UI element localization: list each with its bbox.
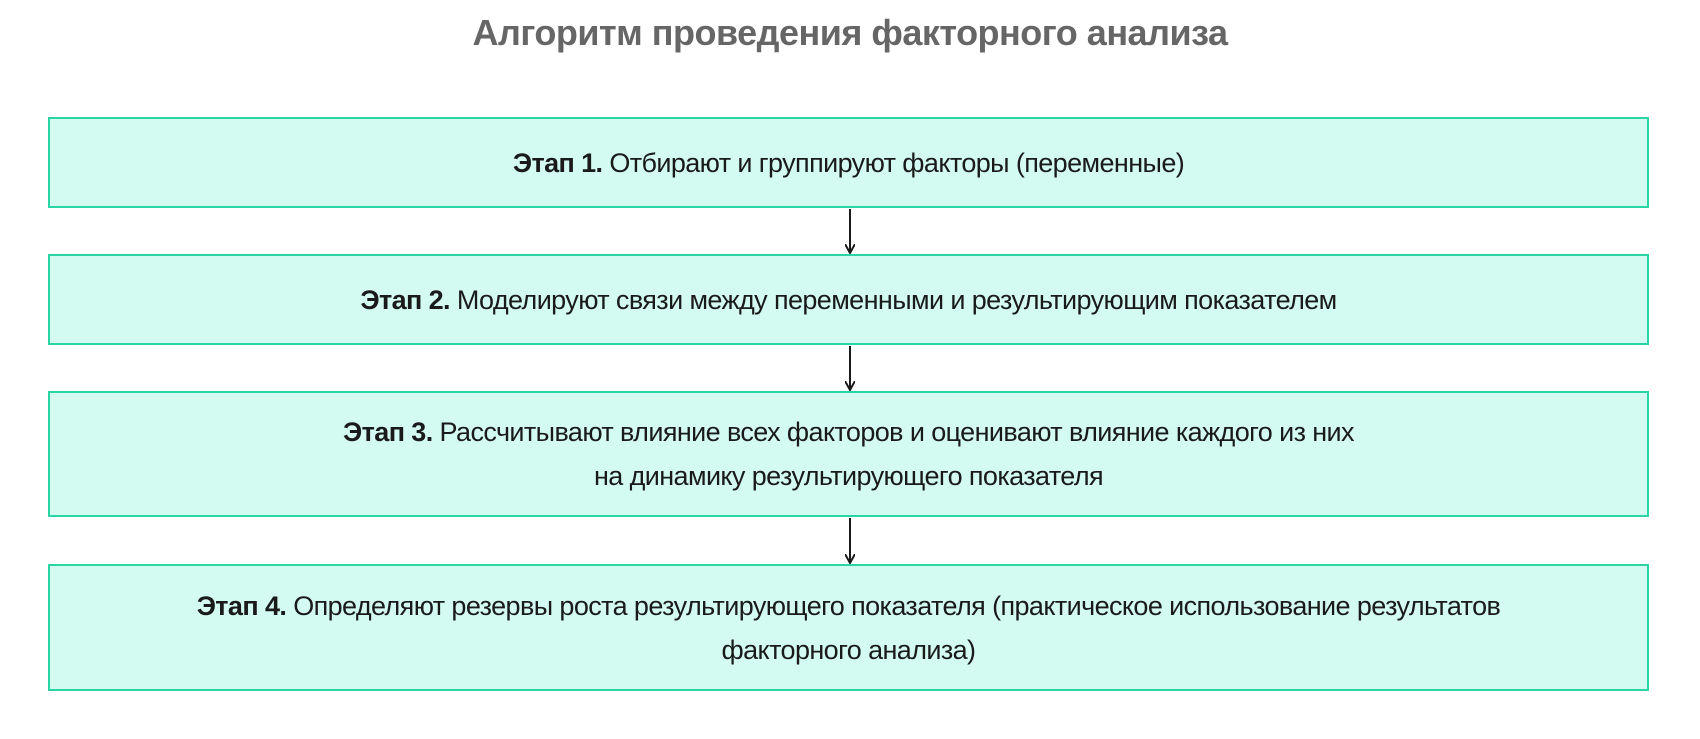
step-box-1: [48, 117, 1649, 208]
step-1-label: Этап 1.: [512, 147, 610, 178]
step-1-text-block: [513, 141, 1184, 185]
step-1-description: Отбирают и группируют факторы (переменные): [609, 147, 1185, 178]
step-2-text-block: [360, 278, 1336, 322]
step-3-description: Рассчитывают влияние всех факторов и оценивают влияние каждого из них на динамику результирующего показателя: [439, 417, 1354, 491]
step-4-text-block: [179, 584, 1519, 672]
step-2-label: Этап 2.: [360, 284, 457, 315]
arrow-head: [845, 554, 855, 564]
step-3-label: Этап 3.: [343, 417, 440, 447]
arrow-head: [845, 244, 855, 254]
step-box-2: [48, 254, 1649, 345]
step-4-label: Этап 4.: [196, 590, 294, 621]
step-4-description: Определяют резервы роста результирующего показателя (практическое использование результатов факторного анализа): [293, 590, 1501, 665]
diagram-title: Алгоритм проведения факторного анализа: [472, 12, 1228, 53]
step-box-3: [48, 391, 1649, 517]
down-arrow-icon: [845, 209, 855, 254]
arrow-head: [845, 381, 855, 391]
down-arrow-icon: [845, 518, 855, 564]
step-2-description: Моделируют связи между переменными и результирующим показателем: [456, 284, 1337, 315]
step-3-text-block: [334, 410, 1364, 498]
step-box-4: [48, 564, 1649, 691]
down-arrow-icon: [845, 346, 855, 391]
